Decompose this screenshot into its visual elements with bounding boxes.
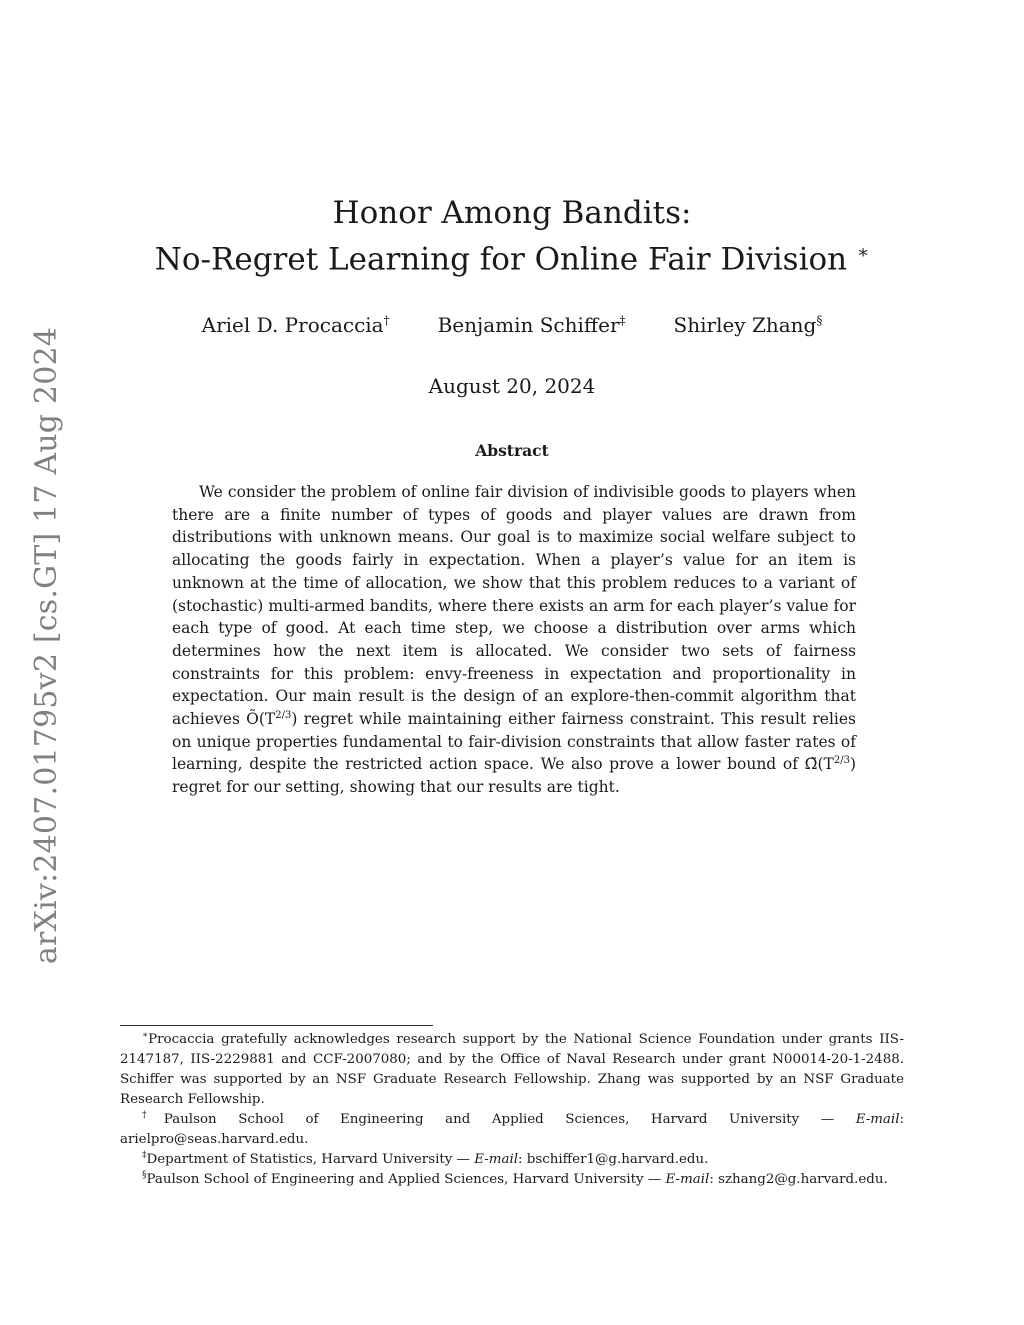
arxiv-side-identifier: [26, 326, 68, 964]
author-3: [674, 313, 823, 337]
math-lower-bound: [805, 755, 856, 773]
footnote-funding-mark: ∗: [142, 1030, 149, 1041]
author-2: [438, 313, 626, 337]
abstract-heading: Abstract: [475, 441, 549, 460]
abstract-part-2: regret while maintaining either fairness constraint. This result relies on unique properties fundamental to fair-division constraints that allow faster rates of learning, despite the restricted action space. We also prove a lower bound of: [172, 710, 856, 774]
abstract-text: [172, 481, 856, 799]
math-lower-bound-close: ): [849, 755, 856, 774]
footnote-procaccia: [120, 1110, 904, 1150]
math-lower-bound-exponent: 2/3: [833, 755, 850, 767]
author-2-mark: ‡: [619, 313, 626, 328]
footnote-procaccia-email-label: E-mail: [855, 1112, 900, 1127]
title-line-2-text: No-Regret Learning for Online Fair Division: [154, 241, 848, 278]
footnote-schiffer-mark: ‡: [142, 1150, 147, 1161]
math-upper-bound-close: ): [291, 710, 298, 729]
footnote-funding-text: Procaccia gratefully acknowledges research support by the National Science Foundation under grants IIS-2147187, IIS-2229881 and CCF-2007080; and by the Office of Naval Research under grant N00014-20-1-2488. Schiffer was supported by an NSF Graduate Research Fellowship. Zhang was supported by an NSF Graduate Research Fellowship.: [120, 1032, 904, 1107]
math-lower-bound-base: Ω̃(T: [804, 755, 834, 774]
author-1-mark: †: [383, 313, 390, 328]
paper-date: August 20, 2024: [428, 374, 596, 398]
math-upper-bound-base: Õ(T: [246, 710, 276, 729]
abstract-part-1: We consider the problem of online fair division of indivisible goods to players when there are a finite number of types of goods and player values are drawn from distributions with unknown means. Our goal is to maximize social welfare subject to allocating the goods fairly in expectation. When a player’s value for an item is unknown at the time of allocation, we show that this problem reduces to a variant of (stochastic) multi-armed bandits, where there exists an arm for each player’s value for each type of good. At each time step, we choose a distribution over arms which determines how the next item is allocated. We consider two sets of fairness constraints for this problem: envy-freeness in expectation and proportionality in expectation. Our main result is the design of an explore-then-commit algorithm that achieves: [172, 483, 856, 729]
title-footnote-marker: ∗: [856, 242, 870, 263]
author-3-mark: §: [816, 313, 823, 328]
math-upper-bound: [246, 710, 297, 728]
author-1: [202, 313, 390, 337]
footnote-schiffer: [120, 1150, 904, 1170]
footnote-zhang-email: : szhang2@g.harvard.edu.: [709, 1172, 888, 1187]
footnote-schiffer-email-label: E-mail: [474, 1152, 519, 1167]
footnote-schiffer-text: Department of Statistics, Harvard University —: [146, 1152, 475, 1167]
footnote-zhang-mark: §: [142, 1170, 147, 1181]
footnote-funding: [120, 1030, 904, 1110]
title-line-2: [120, 233, 904, 279]
author-2-name: Benjamin Schiffer: [437, 313, 620, 337]
author-list: [120, 313, 904, 337]
footnote-zhang-text: Paulson School of Engineering and Applied Sciences, Harvard University —: [146, 1172, 666, 1187]
arxiv-side-text: arXiv:2407.01795v2 [cs.GT] 17 Aug 2024: [29, 326, 65, 964]
math-upper-bound-exponent: 2/3: [275, 709, 292, 721]
abstract-part-3: regret for our setting, showing that our results are tight.: [172, 778, 620, 797]
paper-title: [120, 193, 904, 279]
footnote-procaccia-mark: †: [142, 1110, 164, 1121]
footnote-schiffer-email: : bschiffer1@g.harvard.edu.: [518, 1152, 709, 1167]
footnote-zhang: [120, 1170, 904, 1190]
author-1-name: Ariel D. Procaccia: [201, 313, 384, 337]
footnote-zhang-email-label: E-mail: [665, 1172, 710, 1187]
footnote-rule: [120, 1025, 433, 1026]
author-3-name: Shirley Zhang: [673, 313, 817, 337]
footnote-procaccia-text: Paulson School of Engineering and Applied Sciences, Harvard University —: [163, 1112, 856, 1127]
footnotes: [120, 1030, 904, 1190]
title-line-1: Honor Among Bandits:: [332, 195, 692, 231]
footnote-procaccia-email: : arielpro@seas.harvard.edu.: [120, 1112, 904, 1147]
